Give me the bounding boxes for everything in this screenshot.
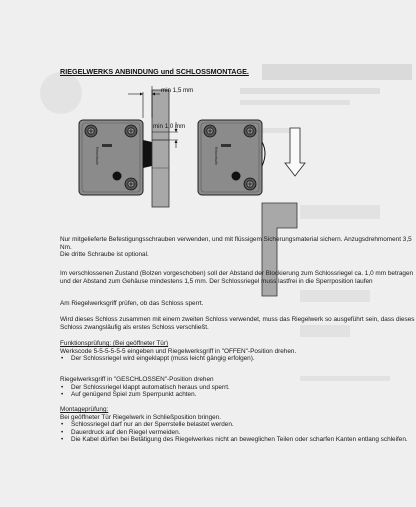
screw-icon (125, 178, 137, 190)
dim-label-top: min 1,5 mm (161, 87, 194, 94)
function-test-heading: Funktionsprüfung: (Bei geöffneter Tür) (60, 340, 169, 347)
frame-block (152, 90, 169, 207)
screw-icon (85, 125, 97, 137)
paragraph-second-lock: Wird dieses Schloss zusammen mit einem zweiten Schloss verwendet, muss das Riegelwerk so ausgeführt sein, dass dieses Schloss zwangsläufig als erstes Schloss verschließt. (60, 316, 415, 331)
list-item: • Dauerdruck auf den Riegel vermeiden. (60, 429, 416, 437)
function-test-section (60, 340, 416, 363)
intro-block (60, 236, 416, 259)
screw-icon (125, 125, 137, 137)
dim-label-side: min 1,0 mm (153, 123, 186, 130)
mount-test-section (60, 406, 416, 444)
intro-line: Nur mitgelieferte Befestigungsschrauben verwenden, und mit flüssigem Sicherungsmaterial sichern. Anzugsdrehmoment 3,5 Nm. (60, 236, 412, 251)
brand-label: Rekordsafe (95, 147, 99, 165)
list-item: • Der Schlossriegel klappt automatisch heraus und sperrt. (60, 384, 416, 392)
list-item: • Die Kabel dürfen bei Betätigung des Riegelwerkes nicht an beweglichen Teilen oder scharfen Kanten entlang schleifen. (60, 436, 416, 444)
screw-icon (244, 178, 256, 190)
brand-label: Rekordsafe (214, 147, 218, 165)
paragraph-distance: Im verschlossenen Zustand (Bolzen vorgeschoben) soll der Abstand der Blockierung zum Schlossriegel ca. 1,0 mm betragen und der Abstand zum Gehäuse mindestens 1,5 mm. Der Schlossriegel muss lastfrei in die Sperrposition laufen (60, 270, 414, 285)
intro-line: Die dritte Schraube ist optional. (60, 251, 149, 259)
mount-test-line: Bei geöffneter Tür Riegelwerk in Schließposition bringen. (60, 413, 222, 421)
screw-icon (244, 125, 256, 137)
spindle-hole (113, 172, 122, 181)
down-arrow-icon (285, 128, 305, 176)
screw-icon (204, 125, 216, 137)
closed-section (60, 376, 416, 399)
slot (221, 144, 231, 147)
list-item: • Schlossriegel darf nur an der Sperrstelle belastet werden. (60, 421, 416, 429)
spindle-hole (232, 172, 241, 181)
slot (102, 144, 112, 147)
dim-arrowhead (175, 140, 178, 143)
lock-left (79, 86, 193, 207)
list-item: • Auf genügend Spiel zum Sperrpunkt achten. (60, 391, 416, 399)
page-title: RIEGELWERKS ANBINDUNG und SCHLOSSMONTAGE. (60, 67, 249, 76)
dim-arrowhead (140, 93, 143, 96)
function-test-line: Werkscode 5-5-5-5-5-5 eingeben und Riegelwerksgriff in "OFFEN"-Position drehen. (60, 347, 297, 355)
list-item: • Der Schlossriegel wird eingeklappt (muss leicht gängig erfolgen). (60, 355, 416, 363)
paragraph-check: Am Riegelwerksgriff prüfen, ob das Schloss sperrt. (60, 300, 204, 307)
mount-test-heading: Montageprüfung: (60, 406, 109, 413)
closed-line: Riegelwerksgriff in "GESCHLOSSEN"-Position drehen (60, 376, 214, 383)
